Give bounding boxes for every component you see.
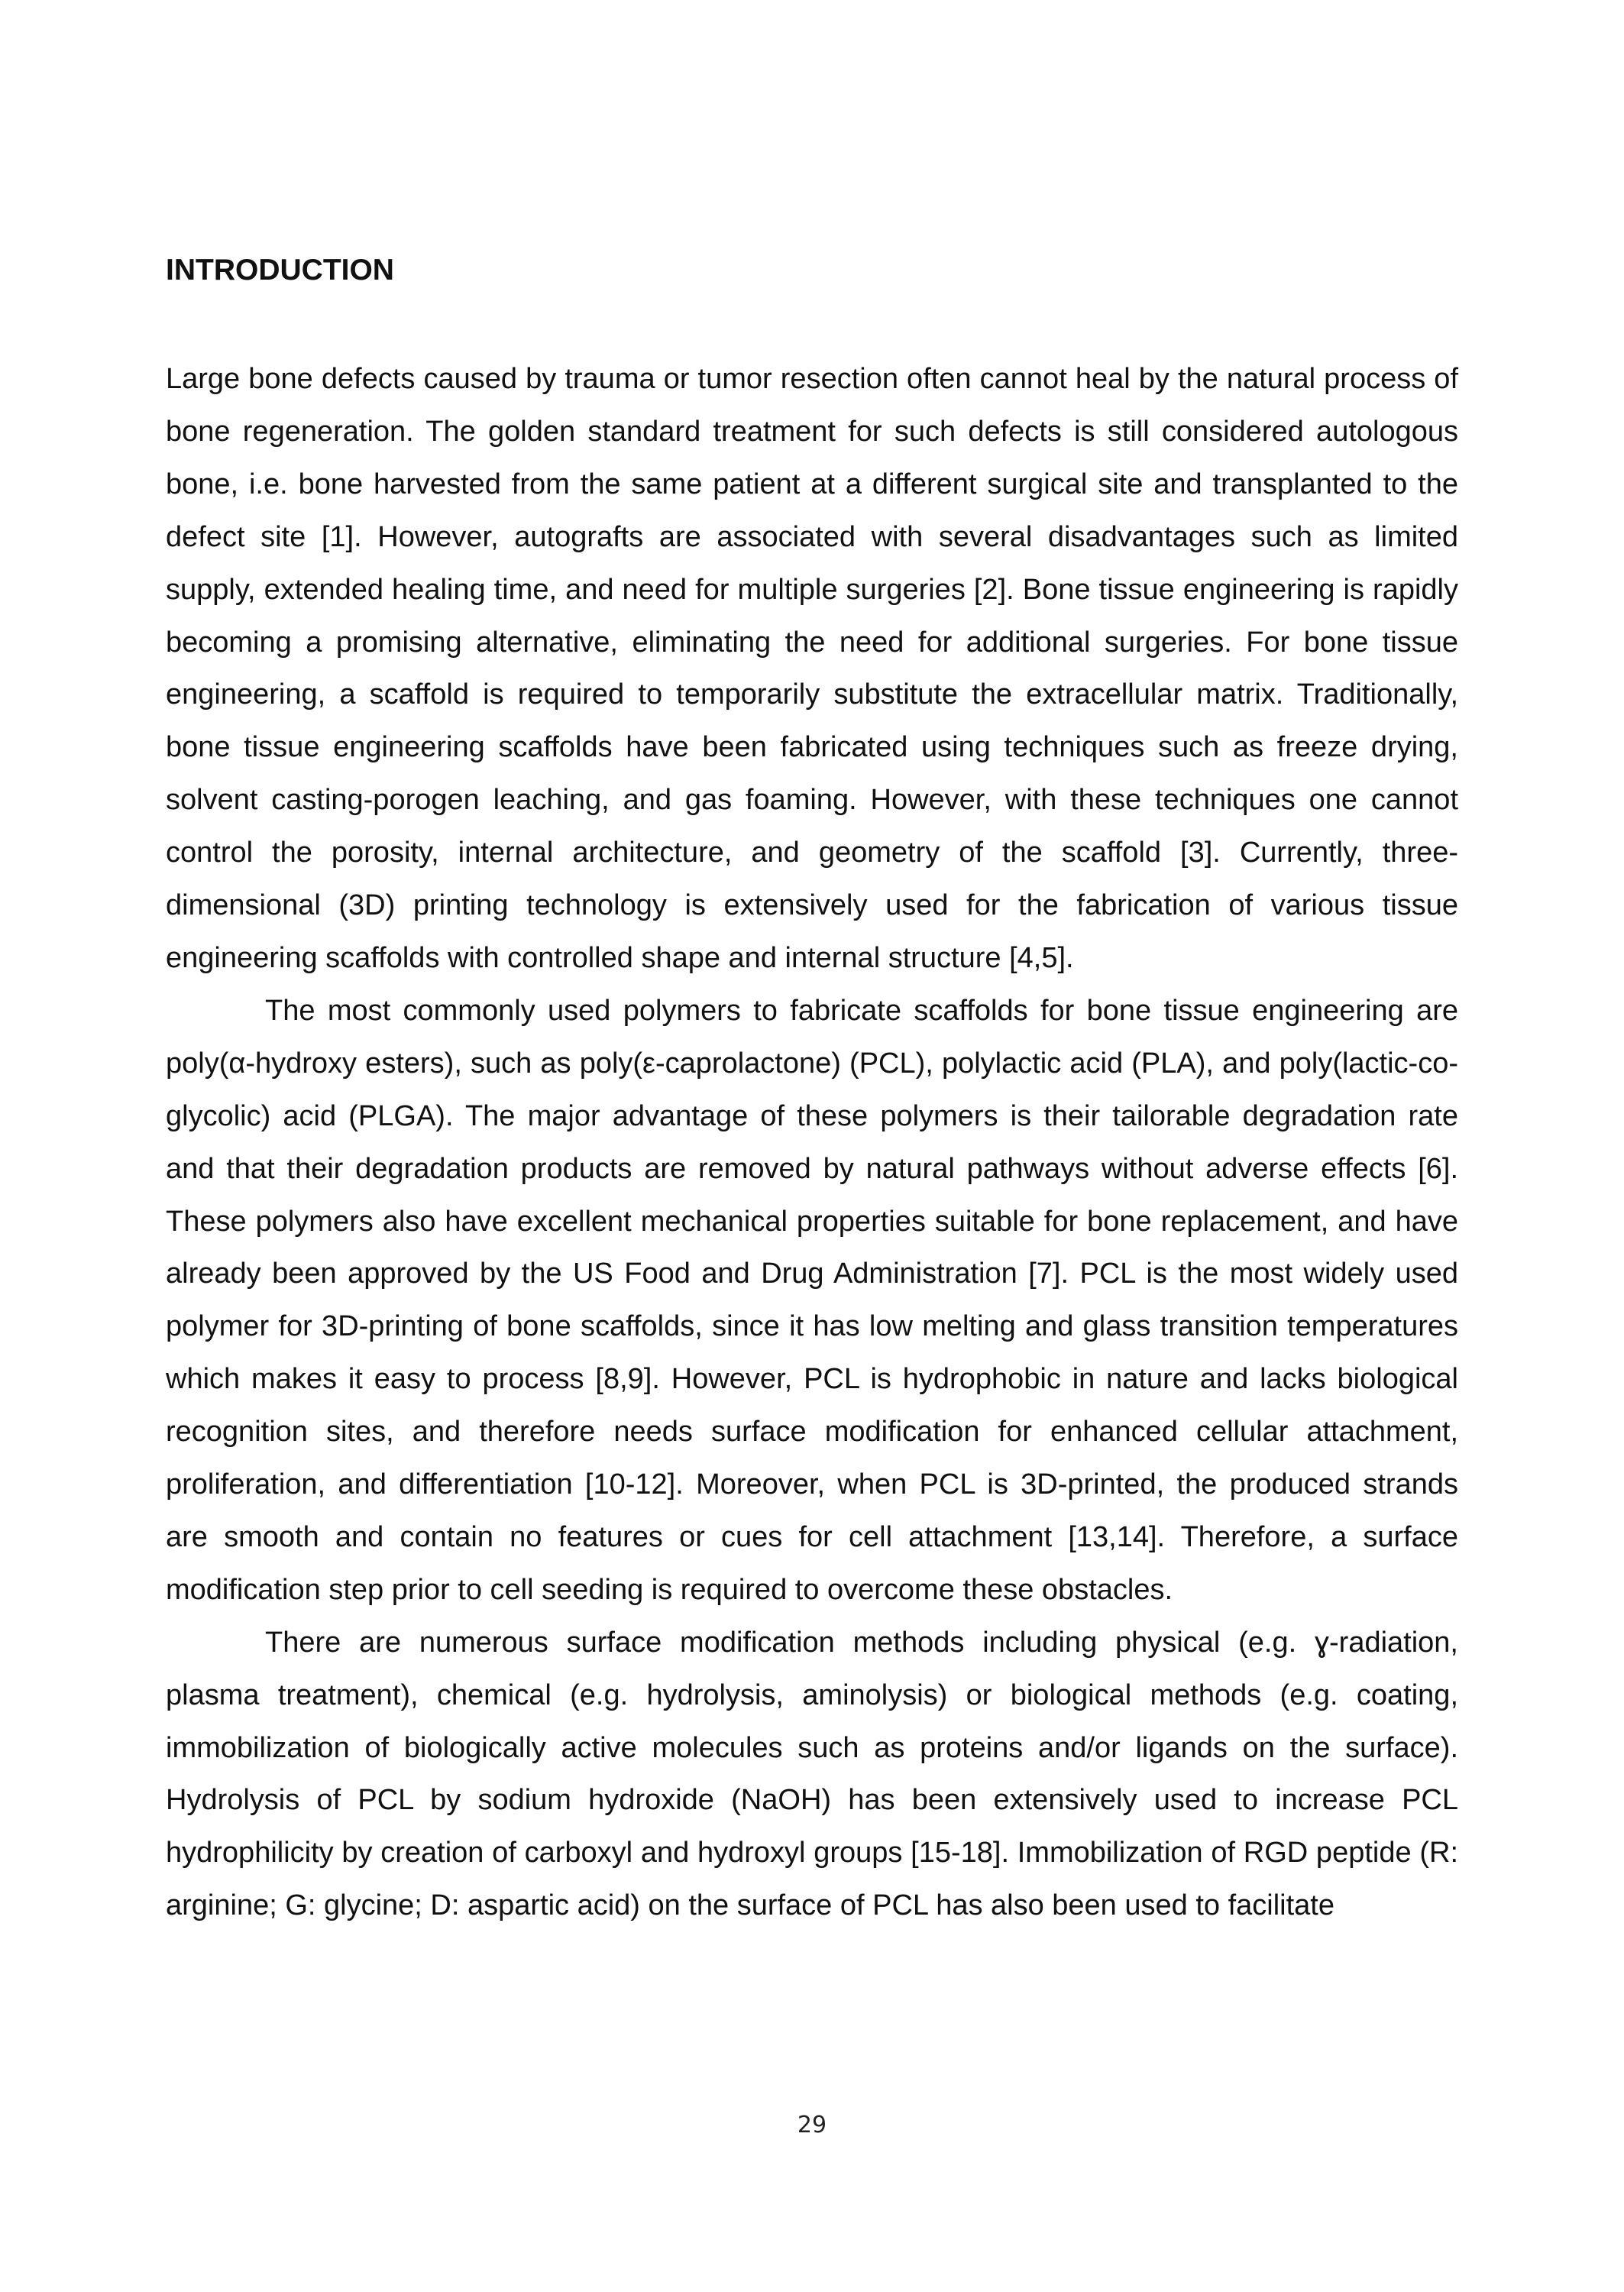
paragraph-1: Large bone defects caused by trauma or tumor resection often cannot heal by the natural process of bone regeneration. The golden standard treatment for such defects is still considered autologous bone, i.e. bone harvested from the same patient at a different surgical site and transplanted to the defect site [1]. However, autografts are associated with several disadvantages such as limited supply, extended healing time, and need for multiple surgeries [2]. Bone tissue engineering is rapidly becoming a promising alternative, eliminating the need for additional surgeries. For bone tissue engineering, a scaffold is required to temporarily substitute the extracellular matrix. Traditionally, bone tissue engineering scaffolds have been fabricated using techniques such as freeze drying, solvent casting-porogen leaching, and gas foaming. However, with these techniques one cannot control the porosity, internal architecture, and geometry of the scaffold [3]. Currently, three-dimensional (3D) printing technology is extensively used for the fabrication of various tissue engineering scaffolds with controlled shape and internal structure [4,5]. <box>166 363 1458 974</box>
page-number: 29 <box>797 2112 827 2138</box>
paragraph-2: The most commonly used polymers to fabricate scaffolds for bone tissue engineering are poly(α-hydroxy esters), such as poly(ε-caprolactone) (PCL), polylactic acid (PLA), and poly(lactic-co-glycolic) acid (PLGA). The major advantage of these polymers is their tailorable degradation rate and that their degradation products are removed by natural pathways without adverse effects [6]. These polymers also have excellent mechanical properties suitable for bone replacement, and have already been approved by the US Food and Drug Administration [7]. PCL is the most widely used polymer for 3D-printing of bone scaffolds, since it has low melting and glass transition temperatures which makes it easy to process [8,9]. However, PCL is hydrophobic in nature and lacks biological recognition sites, and therefore needs surface modification for enhanced cellular attachment, proliferation, and differentiation [10-12]. Moreover, when PCL is 3D-printed, the produced strands are smooth and contain no features or cues for cell attachment [13,14]. Therefore, a surface modification step prior to cell seeding is required to overcome these obstacles. <box>166 994 1458 1606</box>
body-text <box>166 353 1458 1932</box>
section-heading: INTRODUCTION <box>166 254 394 286</box>
paragraph-3: There are numerous surface modification methods including physical (e.g. ɣ-radiation, plasma treatment), chemical (e.g. hydrolysis, aminolysis) or biological methods (e.g. coating, immobilization of biologically active molecules such as proteins and/or ligands on the surface). Hydrolysis of PCL by sodium hydroxide (NaOH) has been extensively used to increase PCL hydrophilicity by creation of carboxyl and hydroxyl groups [15-18]. Immobilization of RGD peptide (R: arginine; G: glycine; D: aspartic acid) on the surface of PCL has also been used to facilitate <box>166 1626 1458 1922</box>
